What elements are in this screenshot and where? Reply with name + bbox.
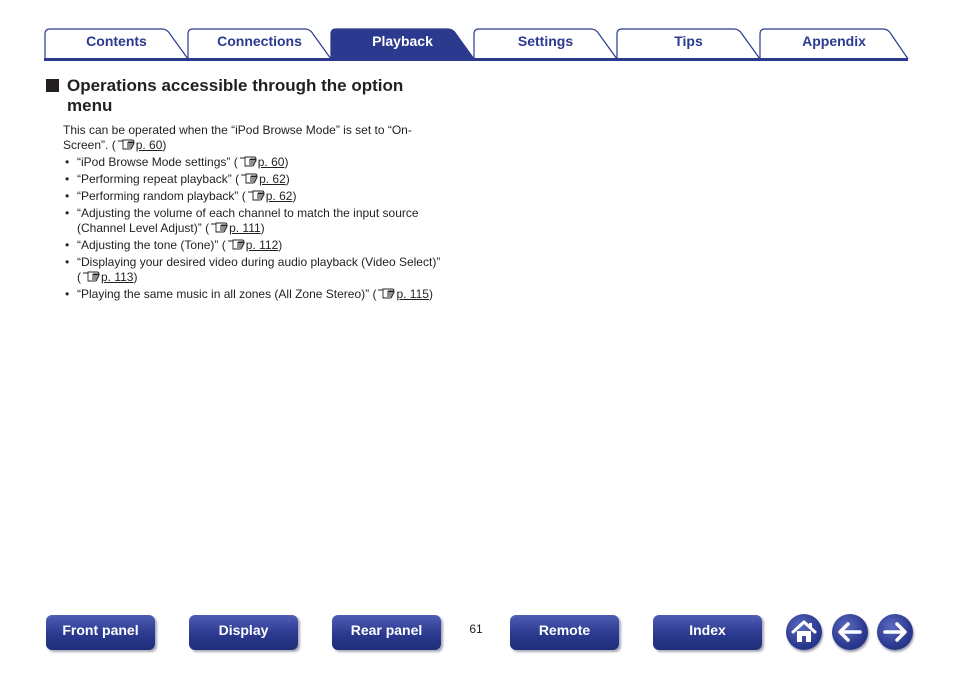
pointing-hand-icon [227, 239, 245, 250]
tab-contents[interactable] [44, 28, 189, 59]
page-reference[interactable]: ( p. 115) [372, 287, 433, 301]
pointing-hand-icon [247, 190, 265, 201]
list-item-text: “Displaying your desired video during audio playback (Video Select)” [77, 255, 441, 269]
intro-paragraph [63, 123, 443, 153]
arrow-right-icon [877, 614, 913, 650]
tab-label: Tips [674, 33, 703, 49]
tab-appendix[interactable] [759, 28, 909, 59]
page-link[interactable]: p. 60 [135, 138, 163, 152]
heading-square-icon [46, 79, 59, 92]
tab-playback[interactable] [330, 28, 475, 59]
page-reference[interactable]: ( p. 62) [235, 172, 290, 186]
page-link[interactable]: p. 62 [259, 172, 286, 186]
tab-settings[interactable] [473, 28, 618, 59]
pointing-hand-icon [82, 271, 100, 282]
tab-label: Appendix [802, 33, 866, 49]
page-link[interactable]: p. 60 [257, 155, 285, 169]
pointing-hand-icon [377, 288, 395, 299]
pointing-hand-icon [240, 173, 258, 184]
list-item-text: “Adjusting the volume of each channel to match the input source (Channel Level Adjust)” [77, 206, 419, 235]
list-item [63, 172, 463, 187]
page-reference[interactable]: ( p. 62) [241, 189, 297, 203]
list-item [63, 255, 463, 285]
page-reference[interactable]: ( p. 113) [77, 270, 138, 284]
ref-close: ) [162, 138, 167, 152]
page-reference[interactable]: ( p. 60) [233, 155, 289, 169]
page-link[interactable]: p. 62 [265, 189, 293, 203]
display-button[interactable]: Display [189, 615, 298, 650]
page-reference[interactable]: ( p. 111) [205, 221, 265, 235]
tab-label: Settings [517, 33, 574, 49]
list-item-text: “Performing random playback” [77, 189, 239, 203]
list-item-text: “iPod Browse Mode settings” [77, 155, 231, 169]
page-link[interactable]: p. 113 [101, 270, 134, 284]
list-item [63, 189, 463, 204]
page-reference[interactable] [112, 138, 167, 152]
page-link[interactable]: p. 115 [396, 287, 429, 301]
tab-tips[interactable] [616, 28, 761, 59]
home-icon [786, 614, 822, 650]
arrow-left-icon [832, 614, 868, 650]
option-menu-list [63, 155, 463, 304]
tab-label: Connections [217, 33, 302, 49]
pointing-hand-icon [117, 139, 135, 150]
list-item [63, 287, 463, 302]
list-item [63, 155, 463, 170]
pointing-hand-icon [210, 222, 228, 233]
list-item [63, 238, 463, 253]
index-button[interactable]: Index [653, 615, 762, 650]
page-link[interactable]: p. 111 [229, 221, 261, 235]
list-item-text: “Adjusting the tone (Tone)” [77, 238, 219, 252]
remote-button[interactable]: Remote [510, 615, 619, 650]
page-link[interactable]: p. 112 [245, 238, 279, 252]
tab-connections[interactable] [187, 28, 332, 59]
home-button[interactable] [786, 614, 822, 650]
list-item [63, 206, 463, 236]
pointing-hand-icon [239, 156, 257, 167]
tab-underline [44, 58, 908, 61]
ref-open: ( [111, 138, 116, 152]
top-tab-bar [0, 0, 954, 64]
tab-label: Playback [372, 33, 433, 49]
page-number: 61 [469, 622, 483, 636]
page-reference[interactable]: ( p. 112) [221, 238, 283, 252]
list-item-text: “Playing the same music in all zones (All Zone Stereo)” [77, 287, 370, 301]
tab-label: Contents [86, 33, 147, 49]
intro-text: This can be operated when the “iPod Browse Mode” is set to “On-Screen”. [63, 123, 412, 152]
page-title: Operations accessible through the option menu [67, 76, 404, 115]
back-button[interactable] [832, 614, 868, 650]
rear-panel-button[interactable]: Rear panel [332, 615, 441, 650]
front-panel-button[interactable]: Front panel [46, 615, 155, 650]
forward-button[interactable] [877, 614, 913, 650]
list-item-text: “Performing repeat playback” [77, 172, 232, 186]
